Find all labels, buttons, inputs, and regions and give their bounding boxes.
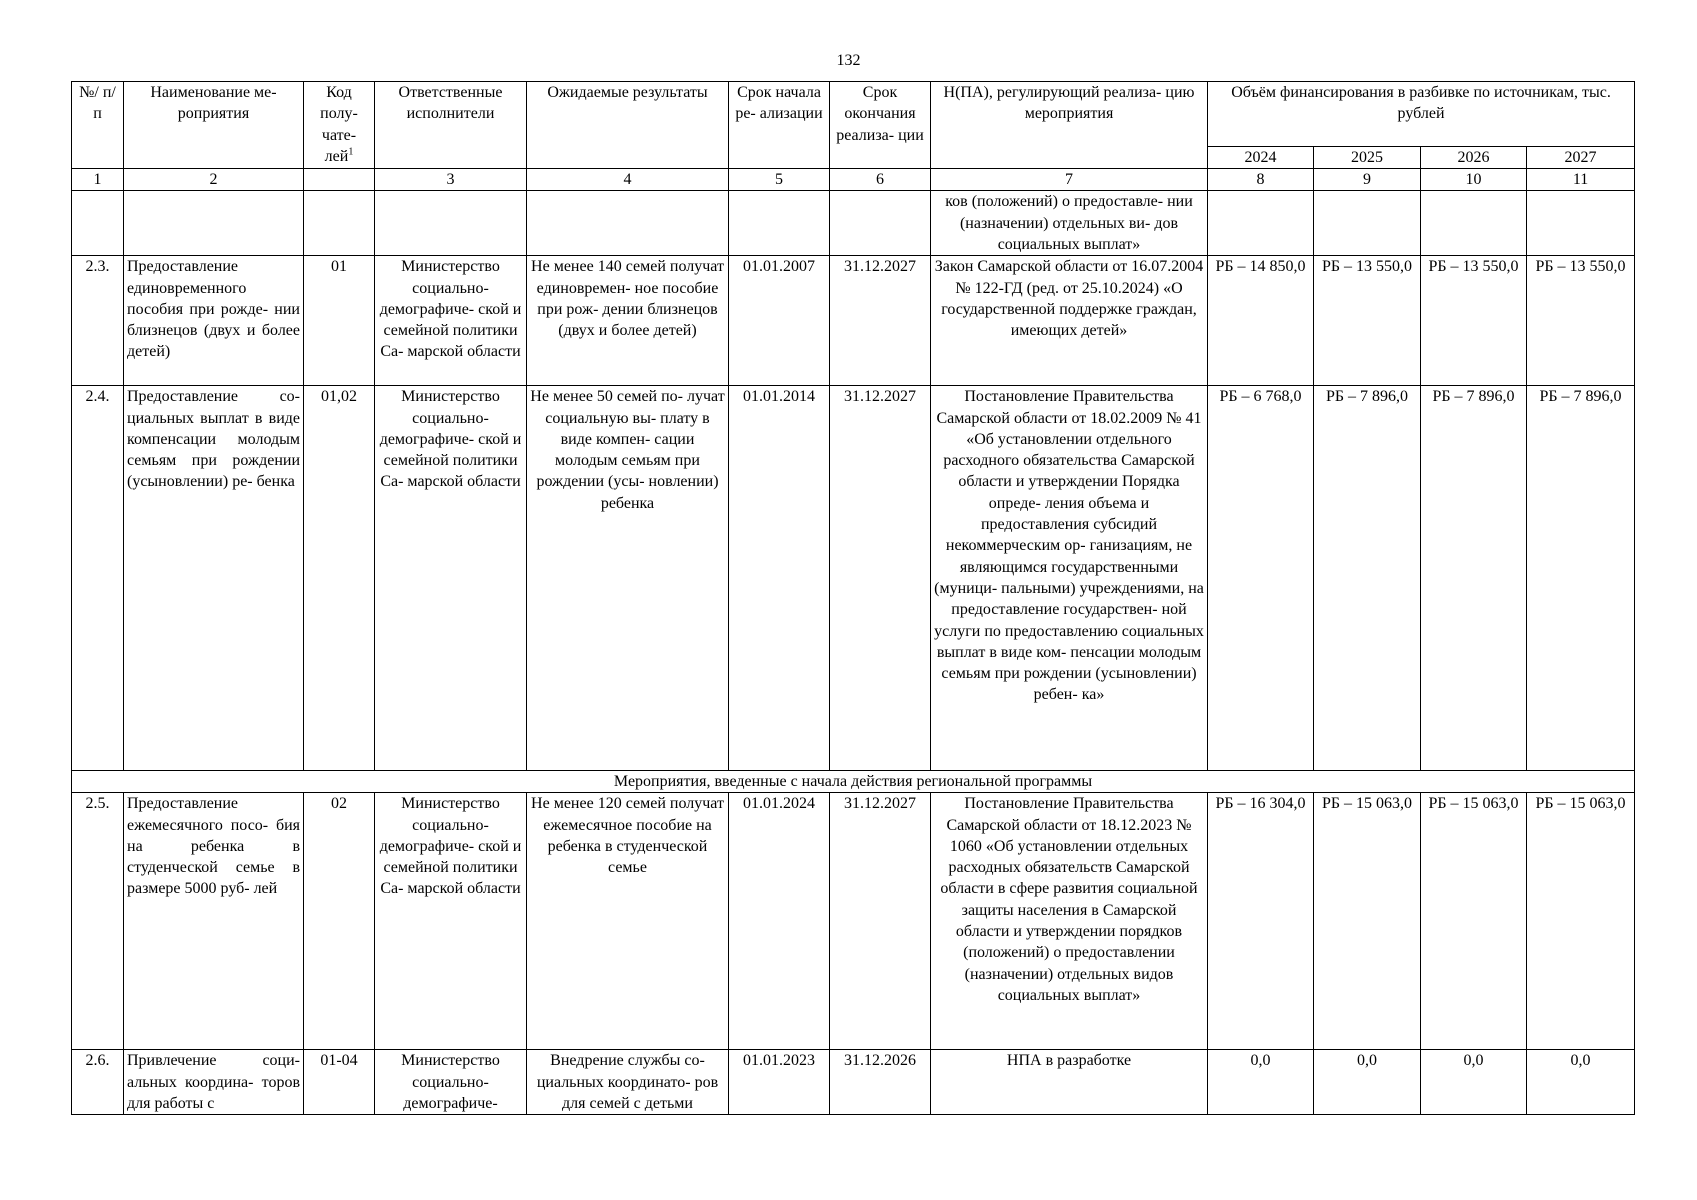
index-cell: 11 <box>1527 169 1635 191</box>
row-start: 01.01.2023 <box>729 1050 830 1115</box>
row-end: 31.12.2027 <box>830 256 931 386</box>
table-row-continuation <box>72 191 1635 256</box>
index-cell: 1 <box>72 169 124 191</box>
row-f2026: РБ – 7 896,0 <box>1421 386 1527 771</box>
row-code: 01,02 <box>304 386 375 771</box>
row-num: 2.5. <box>72 793 124 1050</box>
section-row <box>72 771 1635 793</box>
row-num: 2.6. <box>72 1050 124 1115</box>
row-results: Не менее 140 семей получат единовремен- ное пособие при рож- дении близнецов (двух и более детей) <box>527 256 729 386</box>
row-f2026: 0,0 <box>1421 1050 1527 1115</box>
header-code <box>304 82 375 169</box>
header-year-2027: 2027 <box>1527 147 1635 169</box>
page-number: 132 <box>836 52 861 69</box>
row-start: 01.01.2024 <box>729 793 830 1050</box>
row-f2024: РБ – 14 850,0 <box>1208 256 1314 386</box>
row-f2024: РБ – 16 304,0 <box>1208 793 1314 1050</box>
row-resp: Министерство социально- демографиче- ской и семейной политики Са- марской области <box>375 793 527 1050</box>
row-name: Предоставление ежемесячного посо- бия на ребенка в студенческой семье в размере 5000 руб- лей <box>124 793 304 1050</box>
row-f2025: РБ – 7 896,0 <box>1314 386 1421 771</box>
header-resp: Ответственные исполнители <box>375 82 527 169</box>
row-end: 31.12.2027 <box>830 386 931 771</box>
row-npa: НПА в разработке <box>931 1050 1208 1115</box>
row-resp: Министерство социально- демографиче- ской и семейной политики Са- марской области <box>375 256 527 386</box>
header-year-2026: 2026 <box>1421 147 1527 169</box>
section-title: Мероприятия, введенные с начала действия региональной программы <box>72 771 1635 793</box>
row-results: Не менее 50 семей по- лучат социальную вы- плату в виде компен- сации молодым семьям при рождении (усы- новлении) ребенка <box>527 386 729 771</box>
row-name: Привлечение соци- альных координа- торов для работы с <box>124 1050 304 1115</box>
row-code: 02 <box>304 793 375 1050</box>
table-row <box>72 1050 1635 1115</box>
row-f2025: 0,0 <box>1314 1050 1421 1115</box>
row-f2027: РБ – 7 896,0 <box>1527 386 1635 771</box>
continuation-npa: ков (положений) о предоставле- нии (назначении) отдельных ви- дов социальных выплат» <box>931 191 1208 256</box>
row-npa: Постановление Правительства Самарской области от 18.12.2023 № 1060 «Об установлении отдельных расходных обязательств Самарской области в сфере развития социальной защиты населения в Самарской области и утверждении порядков (положений) о предоставлении (назначении) отдельных видов социальных выплат» <box>931 793 1208 1050</box>
header-finance: Объём финансирования в разбивке по источникам, тыс. рублей <box>1208 82 1635 147</box>
row-f2024: РБ – 6 768,0 <box>1208 386 1314 771</box>
row-name: Предоставление со- циальных выплат в виде компенсации молодым семьям при рождении (усыновлении) ре- бенка <box>124 386 304 771</box>
row-code: 01 <box>304 256 375 386</box>
header-year-2025: 2025 <box>1314 147 1421 169</box>
row-f2026: РБ – 15 063,0 <box>1421 793 1527 1050</box>
index-cell: 5 <box>729 169 830 191</box>
header-code-footnote: 1 <box>348 146 354 158</box>
row-f2024: 0,0 <box>1208 1050 1314 1115</box>
row-f2025: РБ – 13 550,0 <box>1314 256 1421 386</box>
row-end: 31.12.2026 <box>830 1050 931 1115</box>
row-npa: Закон Самарской области от 16.07.2004 № 122-ГД (ред. от 25.10.2024) «О государственной поддержке граждан, имеющих детей» <box>931 256 1208 386</box>
index-cell: 2 <box>124 169 304 191</box>
header-name: Наименование ме- роприятия <box>124 82 304 169</box>
index-cell: 10 <box>1421 169 1527 191</box>
header-code-text: Код полу- чате- лей <box>320 84 358 165</box>
row-code: 01-04 <box>304 1050 375 1115</box>
table-row <box>72 256 1635 386</box>
table-row <box>72 793 1635 1050</box>
index-cell: 6 <box>830 169 931 191</box>
index-cell: 7 <box>931 169 1208 191</box>
row-name: Предоставление единовременного пособия при рожде- нии близнецов (двух и более детей) <box>124 256 304 386</box>
column-index-row <box>72 169 1635 191</box>
row-resp: Министерство социально- демографиче- <box>375 1050 527 1115</box>
index-cell <box>304 169 375 191</box>
row-end: 31.12.2027 <box>830 793 931 1050</box>
header-year-2024: 2024 <box>1208 147 1314 169</box>
row-resp: Министерство социально- демографиче- ской и семейной политики Са- марской области <box>375 386 527 771</box>
row-npa: Постановление Правительства Самарской области от 18.02.2009 № 41 «Об установлении отдельного расходного обязательства Самарской области и утверждении Порядка опреде- ления объема и предоставления субсидий некоммерческим ор- ганизациям, не являющимся государственными (муници- пальными) учреждениями, на предоставление государствен- ной услуги по предоставлению социальных выплат в виде ком- пенсации молодым семьям при рождении (усыновлении) ребен- ка» <box>931 386 1208 771</box>
program-activities-table <box>71 81 1635 1115</box>
index-cell: 9 <box>1314 169 1421 191</box>
header-start: Срок начала ре- ализации <box>729 82 830 169</box>
row-f2026: РБ – 13 550,0 <box>1421 256 1527 386</box>
row-start: 01.01.2007 <box>729 256 830 386</box>
row-f2027: РБ – 13 550,0 <box>1527 256 1635 386</box>
index-cell: 3 <box>375 169 527 191</box>
row-start: 01.01.2014 <box>729 386 830 771</box>
row-num: 2.4. <box>72 386 124 771</box>
row-f2025: РБ – 15 063,0 <box>1314 793 1421 1050</box>
header-num: №/ п/п <box>72 82 124 169</box>
index-cell: 4 <box>527 169 729 191</box>
index-cell: 8 <box>1208 169 1314 191</box>
header-npa: Н(ПА), регулирующий реализа- цию мероприятия <box>931 82 1208 169</box>
header-end: Срок окончания реализа- ции <box>830 82 931 169</box>
row-f2027: РБ – 15 063,0 <box>1527 793 1635 1050</box>
table-row <box>72 386 1635 771</box>
header-results: Ожидаемые результаты <box>527 82 729 169</box>
row-results: Не менее 120 семей получат ежемесячное пособие на ребенка в студенческой семье <box>527 793 729 1050</box>
row-results: Внедрение службы со- циальных координато- ров для семей с детьми <box>527 1050 729 1115</box>
row-num: 2.3. <box>72 256 124 386</box>
row-f2027: 0,0 <box>1527 1050 1635 1115</box>
